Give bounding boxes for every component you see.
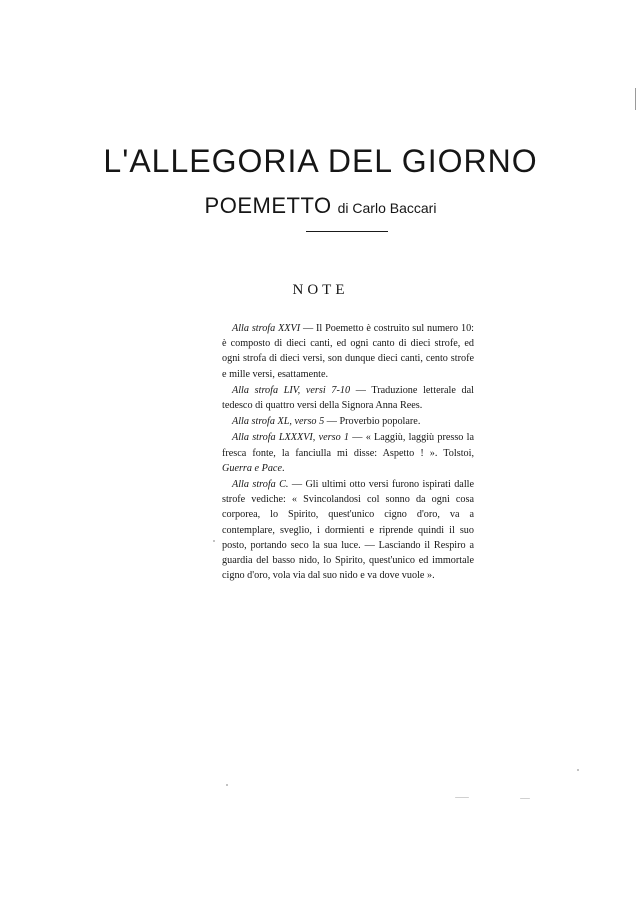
note-item	[222, 477, 474, 583]
note-reference: Alla strofa C.	[232, 479, 289, 491]
subtitle-main: POEMETTO	[204, 193, 332, 218]
note-item	[222, 430, 474, 476]
note-text: — Proverbio popolare.	[324, 416, 421, 428]
notes-list	[222, 321, 474, 583]
paper-speck	[455, 797, 469, 798]
note-text: — Traduzione letterale dal tedesco di quattro versi della Signora Anna Rees.	[222, 384, 474, 412]
paper-speck	[577, 769, 579, 771]
subtitle	[0, 193, 641, 219]
paper-speck	[520, 798, 530, 799]
note-item	[222, 414, 474, 429]
margin-mark	[635, 88, 636, 110]
note-text: — Gli ultimi otto versi furono ispirati dalle strofe vediche: « Svincolandosi col sonno da ogni cosa corporea, lo Spirito, quest'unico cigno d'oro, va a contemplare, sveglio, i dormienti e riprende quindi il suo posto, portando seco la sua luce. — Lasciando il Respiro a guardia del basso nido, lo Spirito, quest'unico ed immortale cigno d'oro, vola via dal suo nido e va dove vuole ».	[222, 479, 474, 582]
note-reference: Alla strofa LIV, versi 7-10	[232, 384, 351, 396]
note-reference: Alla strofa LXXXVI, verso 1	[232, 432, 350, 444]
subtitle-author: di Carlo Baccari	[337, 200, 437, 216]
note-work-title: Guerra e Pace	[222, 462, 282, 474]
note-text: — Il Poemetto è costruito sul numero 10: è composto di dieci canti, ed ogni canto di dieci strofe, ed ogni strofa di dieci versi, son dunque dieci canti, cento strofe e mille versi, esattamente.	[222, 323, 474, 380]
notes-heading: NOTE	[292, 282, 349, 298]
note-tail: .	[281, 462, 285, 474]
note-item	[222, 321, 474, 382]
note-item	[222, 383, 474, 413]
note-reference: Alla strofa XXVI	[232, 323, 301, 334]
paper-speck	[226, 784, 228, 786]
note-text: — « Laggiù, laggiù presso la fresca fonte, la fanciulla mi disse: Aspetto ! ». Tolstoi,	[222, 432, 474, 459]
paper-speck	[213, 540, 215, 542]
page-title: L'ALLEGORIA DEL GIORNO	[103, 143, 538, 179]
note-reference: Alla strofa XL, verso 5	[232, 416, 325, 428]
title-rule	[306, 231, 388, 232]
